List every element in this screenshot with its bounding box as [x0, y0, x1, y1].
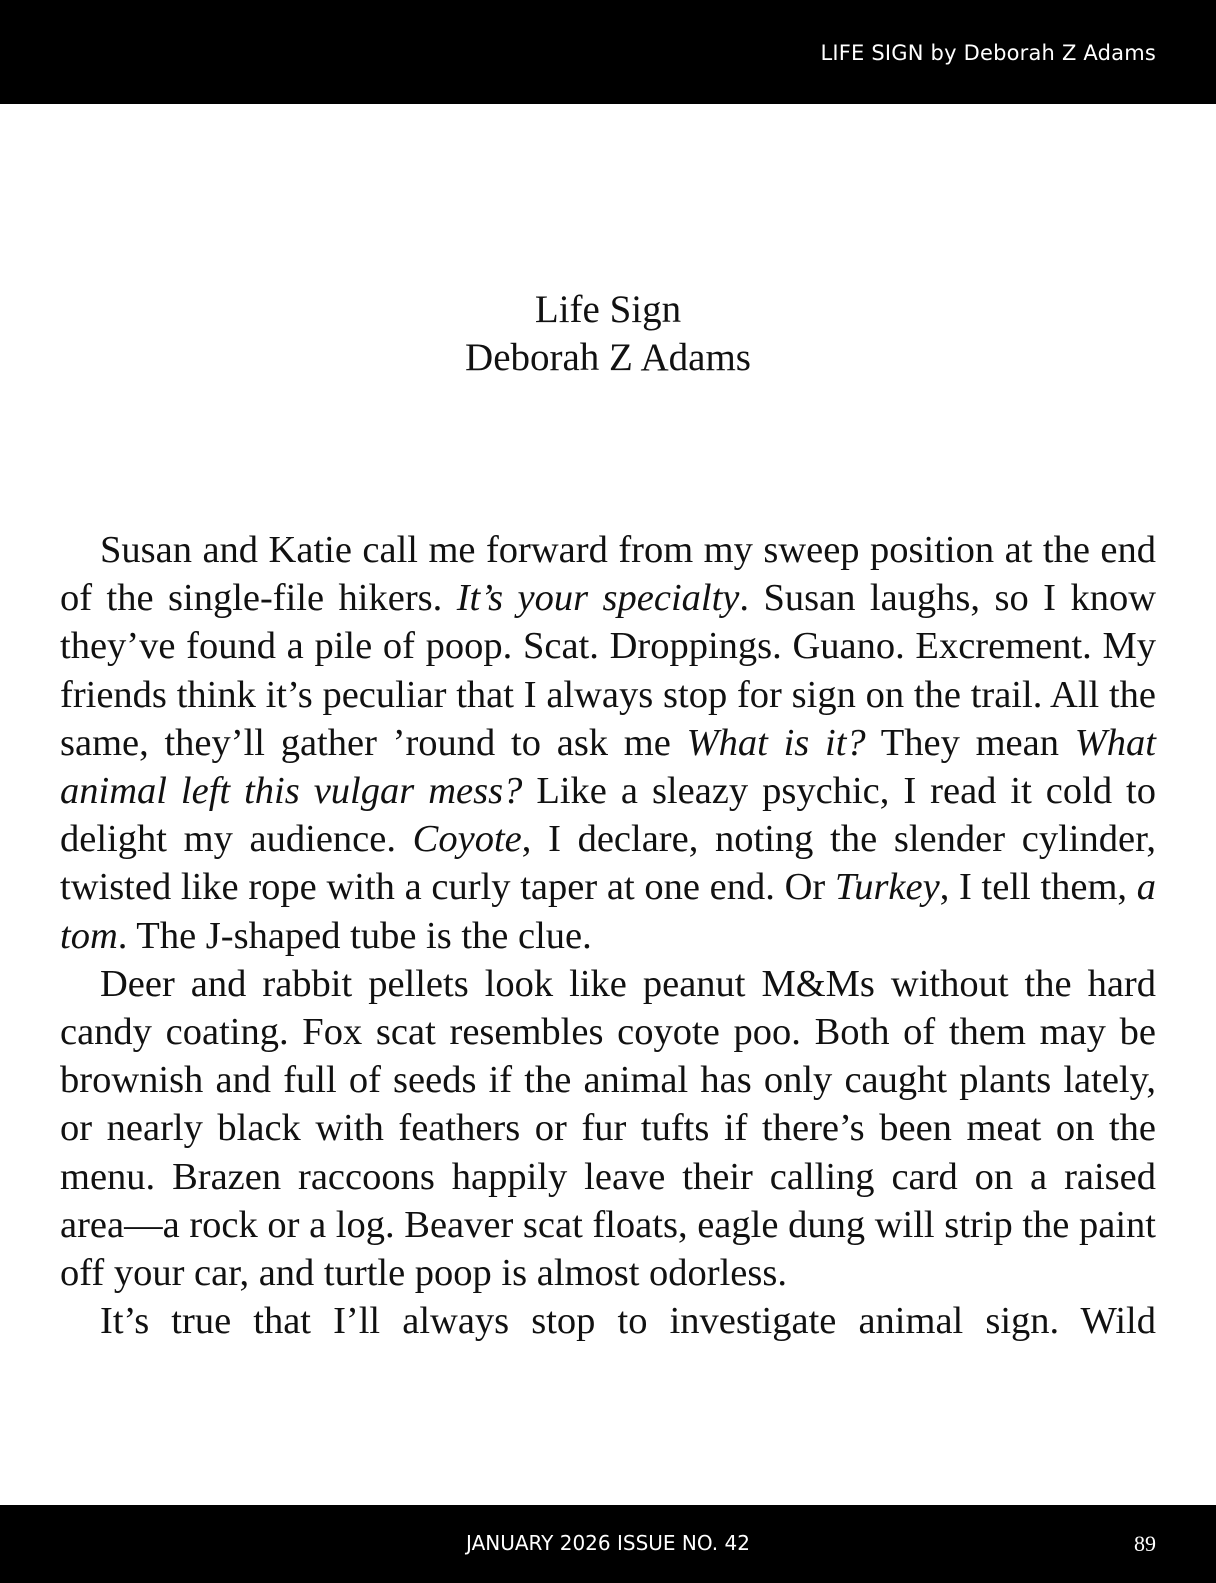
- paragraph: [60, 1297, 1156, 1345]
- text-run: , I declare, noting the slender cylinder, twisted like rope with a curly taper at one end. Or: [60, 818, 1156, 909]
- italic-run: What animal left this vulgar mess?: [60, 721, 1156, 813]
- story-title-block: [0, 286, 1216, 382]
- story-author: Deborah Z Adams: [465, 336, 751, 379]
- story-title: Life Sign: [534, 288, 682, 331]
- italic-run: Turkey: [834, 866, 940, 909]
- italic-run: Coyote: [412, 818, 522, 861]
- italic-run: It’s your specialty: [456, 577, 740, 620]
- header-bar: [0, 0, 1216, 104]
- text-run: It’s true that I’ll always stop to investigate animal sign. Wild: [100, 1300, 1156, 1343]
- text-run: , I tell them,: [939, 866, 1137, 909]
- story-body: [60, 526, 1156, 1345]
- text-run: . Susan laughs, so I know they’ve found a pile of poop. Scat. Droppings. Guano. Excrement. My friends think it’s peculiar that I always stop for sign on the trail. All the same, they’ll gather ’round to ask me: [60, 577, 1157, 764]
- running-title: LIFE SIGN by Deborah Z Adams: [820, 41, 1156, 65]
- paragraph: [60, 960, 1156, 1297]
- page-number: 89: [1134, 1531, 1156, 1556]
- italic-run: What is it?: [686, 721, 866, 764]
- text-run: Susan and Katie call me forward from my sweep position at the end of the single-file hikers.: [60, 529, 1156, 620]
- issue-label: JANUARY 2026 ISSUE NO. 42: [466, 1531, 750, 1555]
- italic-run: a tom: [60, 866, 1156, 957]
- footer-bar: [0, 1505, 1216, 1583]
- text-run: . The J-shaped tube is the clue.: [117, 914, 592, 957]
- paragraph: [60, 526, 1156, 960]
- text-run: Deer and rabbit pellets look like peanut M&Ms without the hard candy coating. Fox scat resembles coyote poo. Both of them may be brownish and full of seeds if the animal has only caught plants lately, or nearly black with feathers or fur tufts if there’s been meat on the menu. Brazen raccoons happily leave their calling card on a raised area—a rock or a log. Beaver scat floats, eagle dung will strip the paint off your car, and turtle poop is almost odorless.: [60, 962, 1156, 1295]
- text-run: Like a sleazy psychic, I read it cold to delight my audience.: [60, 770, 1157, 861]
- text-run: They mean: [865, 721, 1075, 764]
